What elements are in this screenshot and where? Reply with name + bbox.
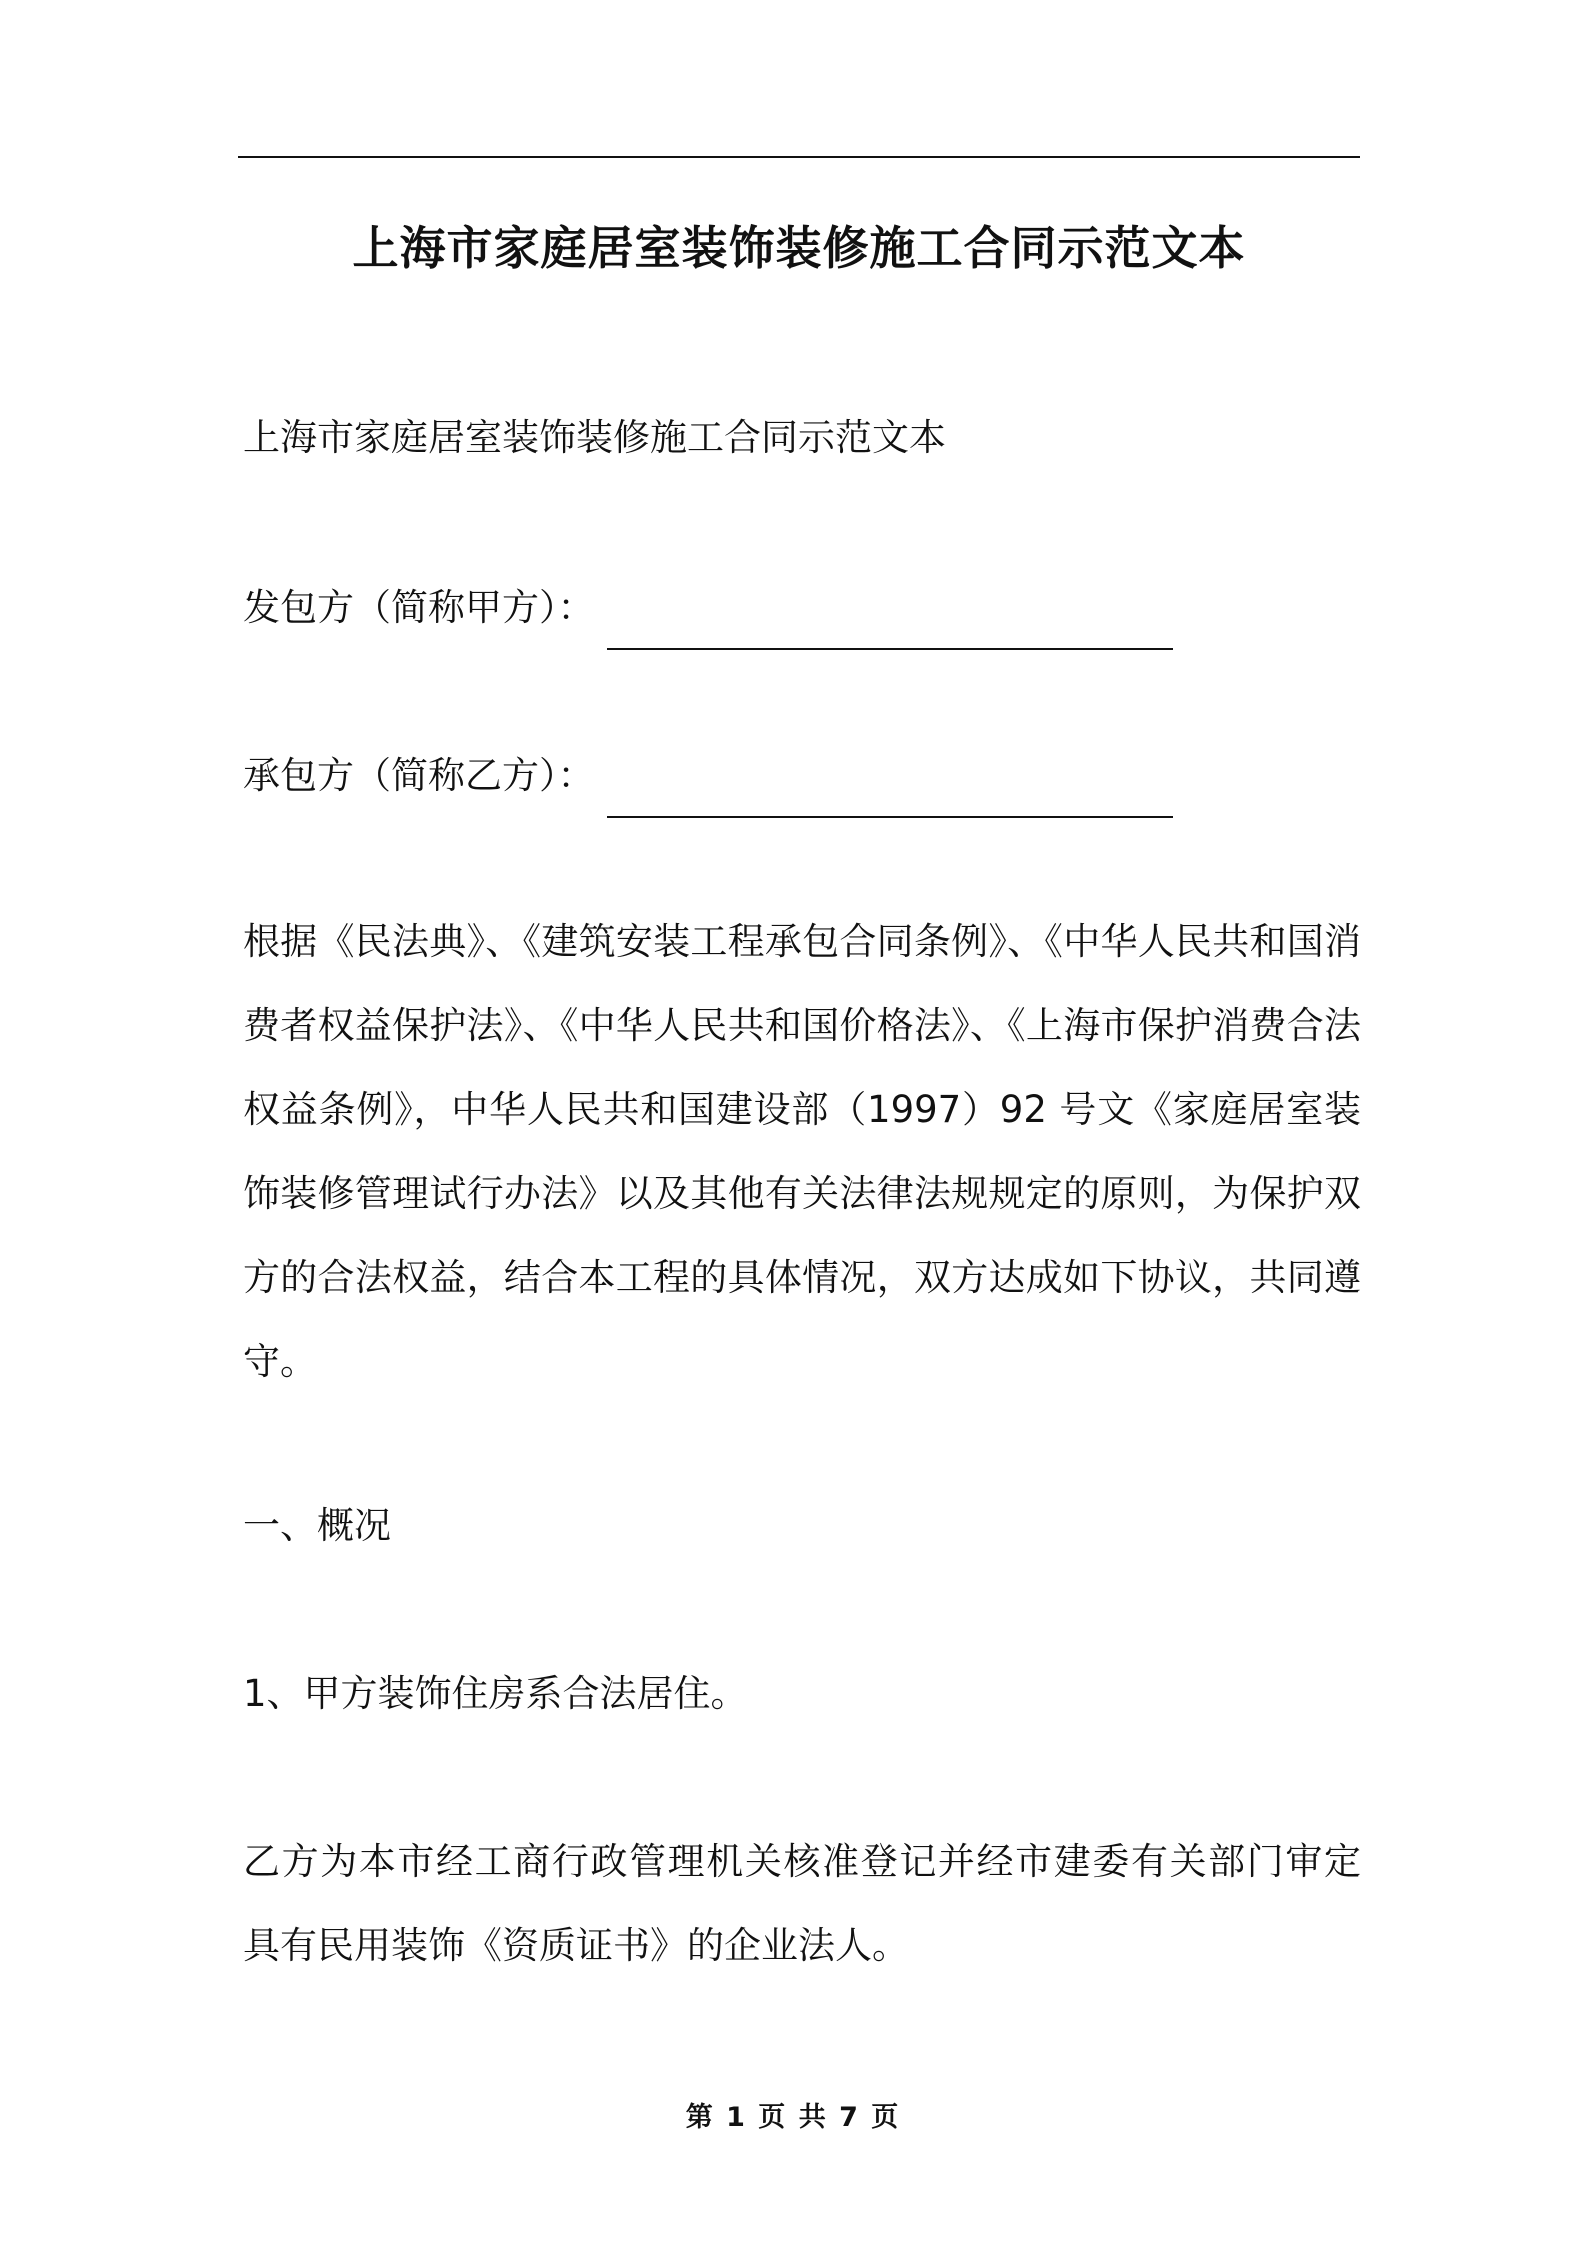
intro-paragraph: [243, 900, 1361, 1404]
paragraph-line: 具有民用装饰《资质证书》的企业法人。: [243, 1924, 909, 1967]
page-number-footer: 第 1 页 共 7 页: [685, 2102, 901, 2133]
intro-line: 权益条例》，中华人民共和国建设部（1997）92 号文《家庭居室装: [243, 1088, 1361, 1131]
party-a-row: [243, 566, 1361, 650]
party-b-row: [243, 734, 1361, 818]
party-a-label: 发包方（简称甲方）：: [243, 586, 595, 629]
document-subtitle: 上海市家庭居室装饰装修施工合同示范文本: [243, 416, 946, 459]
paragraph-line: 乙方为本市经工商行政管理机关核准登记并经市建委有关部门审定: [243, 1840, 1361, 1883]
header-rule: [238, 156, 1360, 158]
intro-line: 方的合法权益，结合本工程的具体情况，双方达成如下协议，共同遵: [243, 1256, 1361, 1299]
section-heading: 一、概况: [243, 1504, 391, 1547]
contractor-paragraph: [243, 1820, 1361, 1988]
section-item: 1、甲方装饰住房系合法居住。: [243, 1672, 748, 1715]
intro-line: 根据《民法典》、《建筑安装工程承包合同条例》、《中华人民共和国消: [243, 920, 1361, 963]
party-b-label: 承包方（简称乙方）：: [243, 754, 595, 797]
party-b-blank-line: [607, 770, 1173, 818]
intro-line: 费者权益保护法》、《中华人民共和国价格法》、《上海市保护消费合法: [243, 1004, 1361, 1047]
intro-line: 饰装修管理试行办法》以及其他有关法律法规规定的原则，为保护双: [243, 1172, 1361, 1215]
party-a-blank-line: [607, 602, 1173, 650]
document-title: 上海市家庭居室装饰装修施工合同示范文本: [352, 221, 1246, 275]
intro-line: 守。: [243, 1340, 317, 1383]
